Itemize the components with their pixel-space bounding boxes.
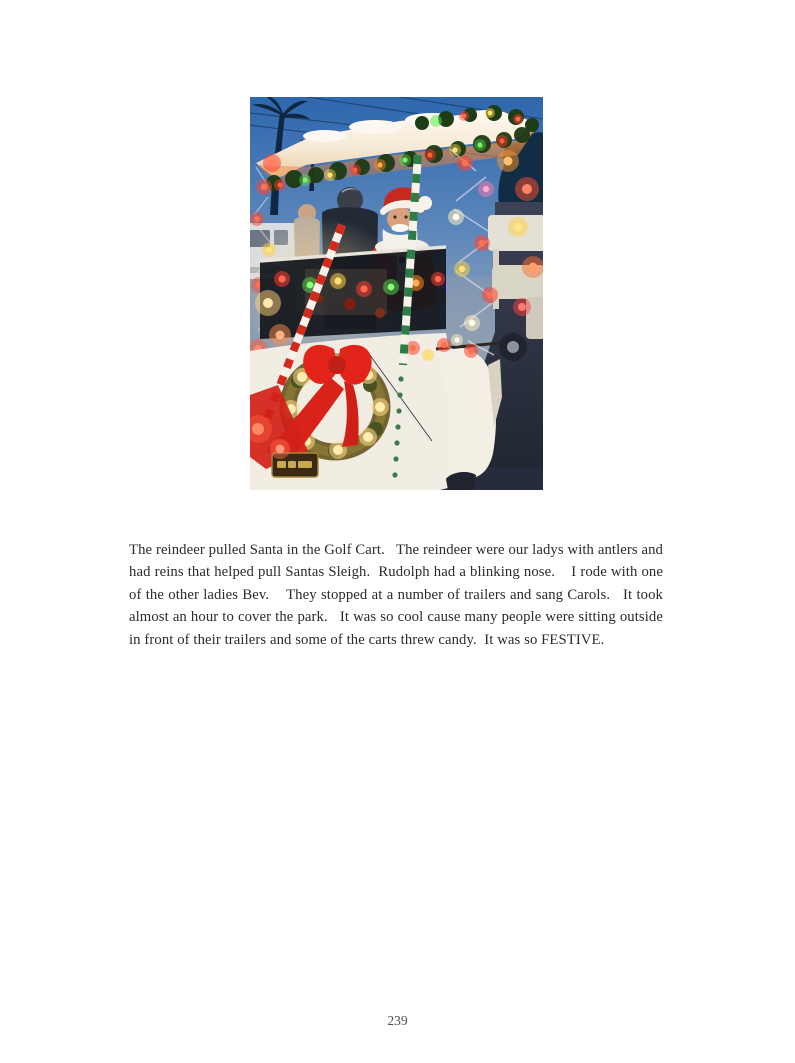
- page-number: 239: [387, 1013, 408, 1028]
- santa-golf-cart-photo: [250, 97, 543, 490]
- santa-golf-cart-illustration: [250, 97, 543, 490]
- caption-paragraph: The reindeer pulled Santa in the Golf Cart. The reindeer were our ladys with antlers and had reins that helped pull Santas Sleigh. Rudolph had a blinking nose. I rode with one of the other ladies Bev. They stopped at a number of trailers and sang Carols. It took almost an hour to cover the park. It was so cool cause many people were sitting outside in front of their trailers and some of the carts threw candy. It was so FESTIVE.: [129, 541, 667, 649]
